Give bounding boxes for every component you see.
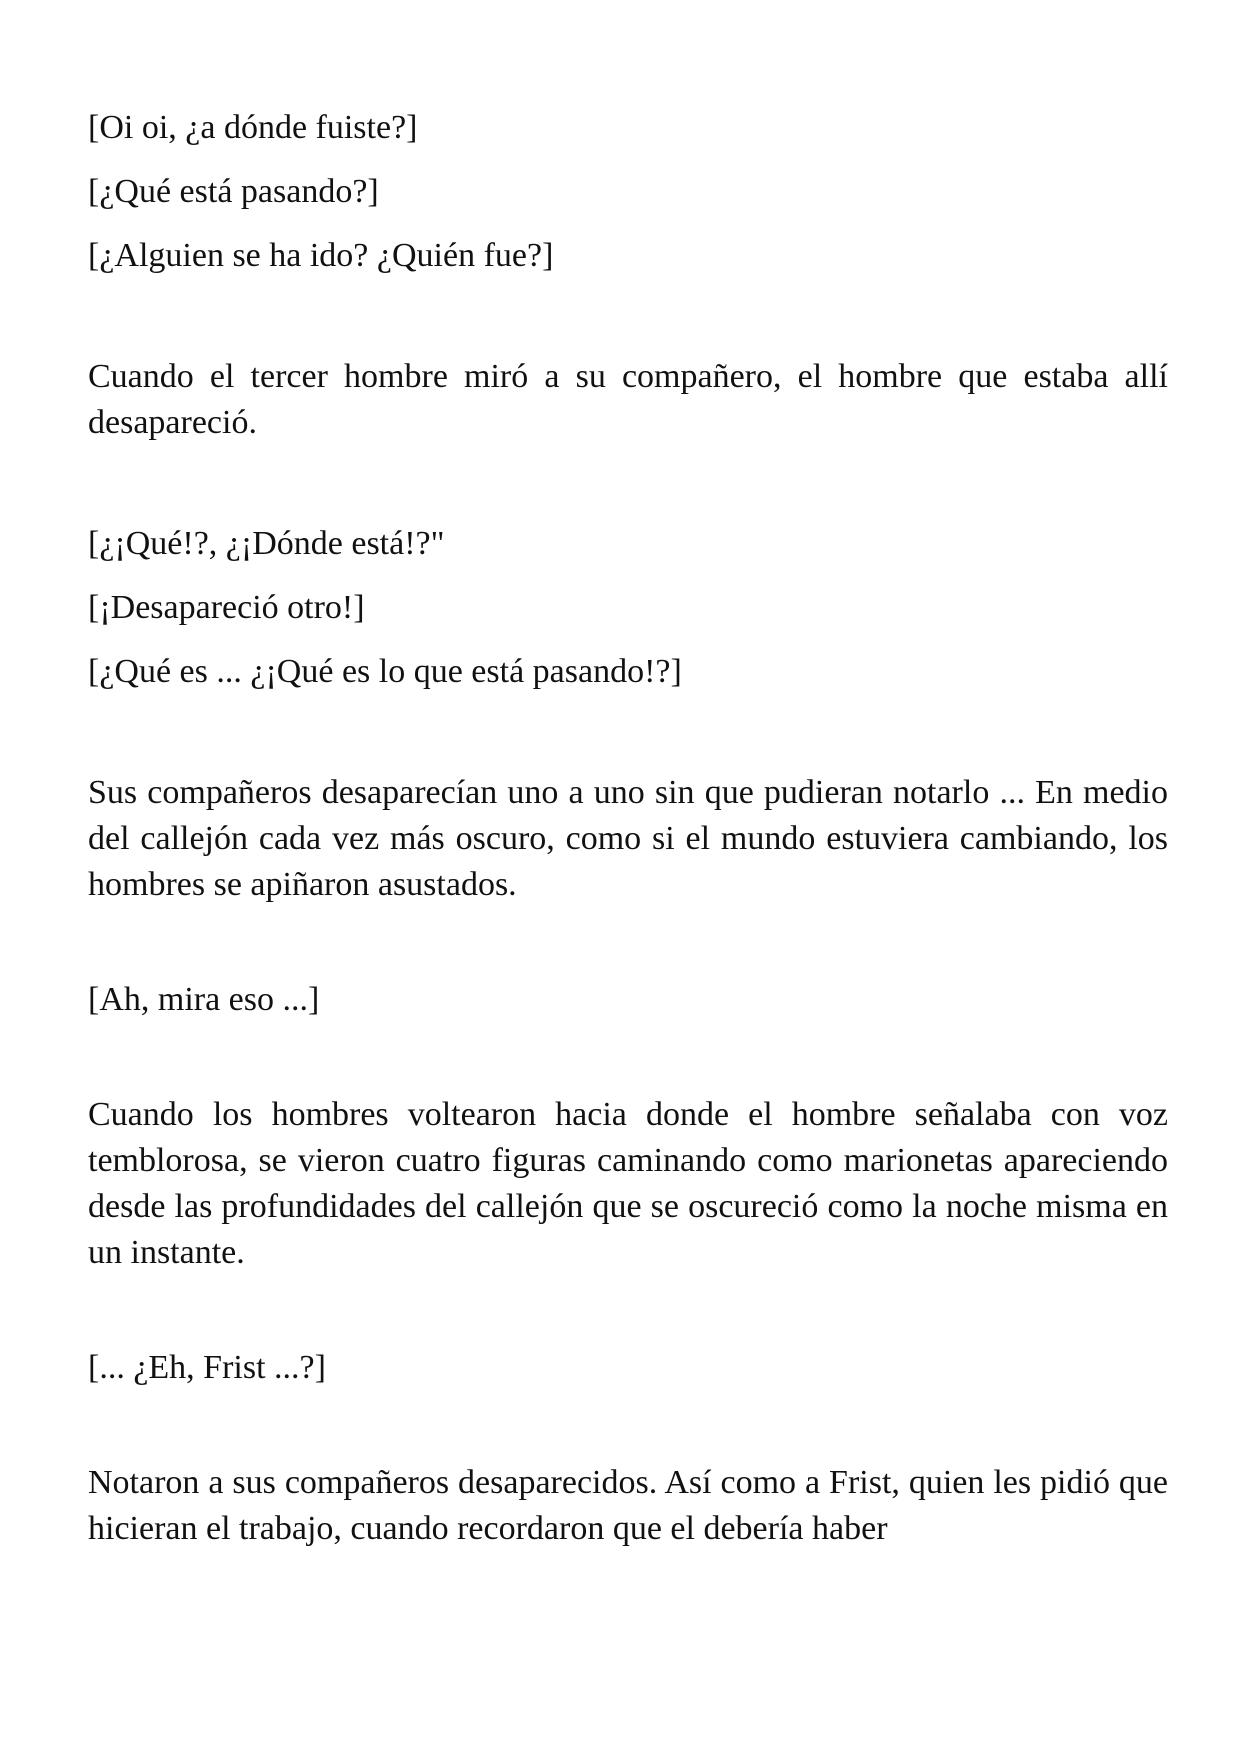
dialogue-line: [¿¡Qué!?, ¿¡Dónde está!?" — [88, 525, 445, 562]
document-page — [88, 96, 1168, 1552]
narrative-paragraph: Cuando el tercer hombre miró a su compañero, el hombre que estaba allí desapareció. — [88, 358, 1168, 441]
narrative-paragraph: Notaron a sus compañeros desaparecidos. Así como a Frist, quien les pidió que hicieran el trabajo, cuando recordaron que el debería haber — [88, 1464, 1168, 1547]
dialogue-line: [¿Alguien se ha ido? ¿Quién fue?] — [88, 237, 554, 274]
dialogue-line: [Oi oi, ¿a dónde fuiste?] — [88, 109, 418, 146]
narrative-paragraph: Sus compañeros desaparecían uno a uno sin que pudieran notarlo ... En medio del callejón cada vez más oscuro, como si el mundo estuviera cambiando, los hombres se apiñaron asustados. — [88, 774, 1168, 903]
dialogue-line: [Ah, mira eso ...] — [88, 981, 320, 1018]
paragraph-spacer — [88, 1032, 1168, 1092]
dialogue-line: [¡Desapareció otro!] — [88, 589, 365, 626]
paragraph-spacer — [88, 908, 1168, 968]
dialogue-line: [¿Qué está pasando?] — [88, 173, 379, 210]
dialogue-line: [... ¿Eh, Frist ...?] — [88, 1349, 326, 1386]
paragraph-spacer — [88, 704, 1168, 770]
paragraph-spacer — [88, 446, 1168, 512]
paragraph-spacer — [88, 1400, 1168, 1460]
dialogue-line: [¿Qué es ... ¿¡Qué es lo que está pasando!?] — [88, 653, 682, 690]
paragraph-spacer — [88, 1276, 1168, 1336]
paragraph-spacer — [88, 288, 1168, 354]
narrative-paragraph: Cuando los hombres voltearon hacia donde el hombre señalaba con voz temblorosa, se vieron cuatro figuras caminando como marionetas apareciendo desde las profundidades del callejón que se oscureció como la noche misma en un instante. — [88, 1096, 1168, 1271]
